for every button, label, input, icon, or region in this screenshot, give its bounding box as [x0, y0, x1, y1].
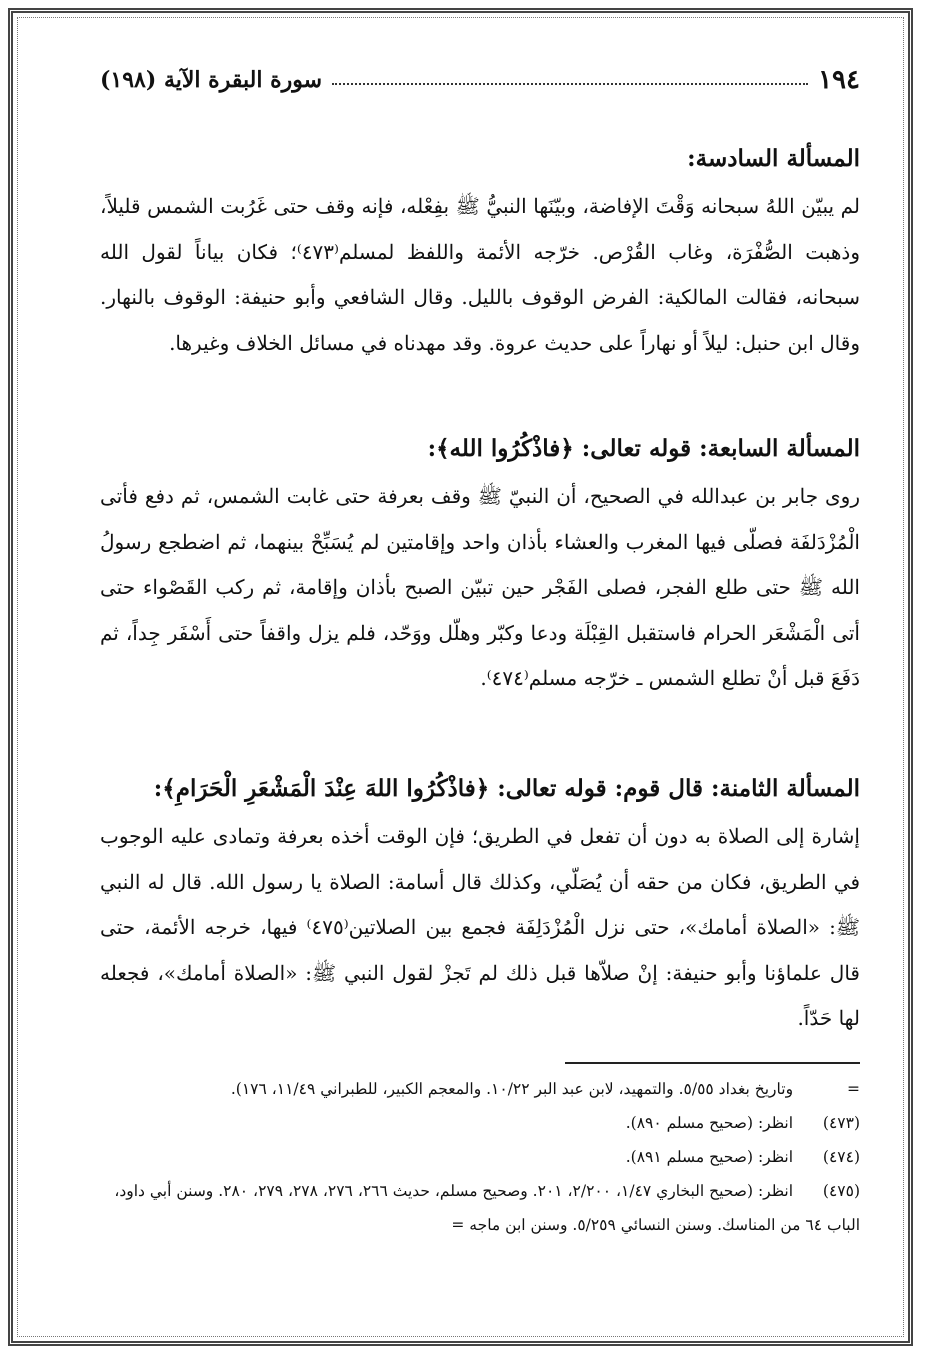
section-heading: المسألة السابعة: قوله تعالى: ﴿فاذْكُرُوا الله﴾:	[427, 435, 860, 462]
footnote-text: انظر: (صحيح البخاري ١/٤٧، ٢/٢٠٠، ٢٠١. وصحيح مسلم، حديث ٢٦٦، ٢٧٦، ٢٧٨، ٢٧٩، ٢٨٠. وسنن أبي داود، الباب ٦٤ من المناسك. وسنن النسائي ٥/٢٥٩. وسنن ابن ماجه =	[114, 1182, 860, 1234]
page-number: ١٩٤	[818, 65, 860, 95]
section-7	[100, 428, 860, 702]
section-heading: المسألة السادسة:	[687, 145, 860, 172]
section-paragraph: إشارة إلى الصلاة به دون أن تفعل في الطريق؛ فإن الوقت أخذه بعرفة وتمادى عليه الوجوب في الطريق، فكان من حقه أن يُصَلّي، وكذلك قال أسامة: الصلاة يا رسول الله. قال له النبي ﷺ: «الصلاة أمامك»، حتى نزل الْمُزْدَلِفَة فجمع بين الصلاتين⁽٤٧٥⁾ فيها، خرجه الأئمة، حتى قال علماؤنا وأبو حنيفة: إنْ صلاّها قبل ذلك لم تَجزْ لقول النبي ﷺ: «الصلاة أمامك»، فجعله لها حَدّاً.	[100, 824, 861, 1030]
section-6	[100, 138, 860, 366]
footnote-text: وتاريخ بغداد ٥/٥٥. والتمهيد، لابن عبد البر ١٠/٢٢. والمعجم الكبير، للطبراني ١١/٤٩، ١٧٦).	[230, 1080, 794, 1098]
section-paragraph: لم يبيّن اللهُ سبحانه وَقْتَ الإفاضة، وبيّنَها النبيُّ ﷺ بفِعْله، فإنه وقف حتى غَرُبت الشمس قليلاً، وذهبت الصُّفْرَة، وغاب القُرْص. خرّجه الأئمة واللفظ لمسلم⁽٤٧٣⁾؛ فكان بياناً لقول الله سبحانه، فقالت المالكية: الفرض الوقوف بالليل. وقال الشافعي وأبو حنيفة: الوقوف بالنهار. وقال ابن حنبل: ليلاً أو نهاراً على حديث عروة. وقد مهدناه في مسائل الخلاف وغيرها.	[100, 194, 860, 355]
footnotes	[100, 1072, 860, 1242]
running-header	[100, 60, 860, 100]
footnote-text: انظر: (صحيح مسلم ٨٩١).	[625, 1148, 794, 1166]
section-heading: المسألة الثامنة: قال قوم: قوله تعالى: ﴿فاذْكُرُوا اللهَ عِنْدَ الْمَشْعَرِ الْحَرَامِ﴾:	[153, 775, 860, 802]
header-leader-dots	[332, 81, 808, 85]
section-paragraph: روى جابر بن عبدالله في الصحيح، أن النبيّ ﷺ وقف بعرفة حتى غابت الشمس، ثم دفع فأتى الْمُزْدَلفَة فصلّى فيها المغرب والعشاء بأذان واحد وإقامتين لم يُسَبِّحْ بينهما، ثم اضطجع رسولُ الله ﷺ حتى طلع الفجر، فصلى الفَجْر حين تبيّن الصبح بأذان وإقامة، ثم ركب القَصْواء حتى أتى الْمَشْعَر الحرام فاستقبل القِبْلَة ودعا وكبّر وهلّل ووَحّد، فلم يزل واقفاً حتى أَسْفَر جِداً، ثم دَفَعَ قبل أنْ تطلع الشمس ـ خرّجه مسلم⁽٤٧٤⁾.	[100, 484, 860, 690]
footnote-number: (٤٧٤)	[822, 1148, 860, 1166]
footnote	[100, 1106, 860, 1140]
running-title: سورة البقرة الآية (١٩٨)	[100, 67, 323, 93]
book-page	[100, 60, 860, 1320]
footnote	[100, 1174, 860, 1242]
footnote	[100, 1140, 860, 1174]
footnote-number: (٤٧٥)	[822, 1182, 860, 1200]
section-8	[100, 768, 860, 1042]
footnote-number: =	[847, 1080, 860, 1098]
footnote	[100, 1072, 860, 1106]
footnote-number: (٤٧٣)	[822, 1114, 860, 1132]
footnote-separator	[565, 1062, 860, 1064]
footnote-text: انظر: (صحيح مسلم ٨٩٠).	[625, 1114, 794, 1132]
